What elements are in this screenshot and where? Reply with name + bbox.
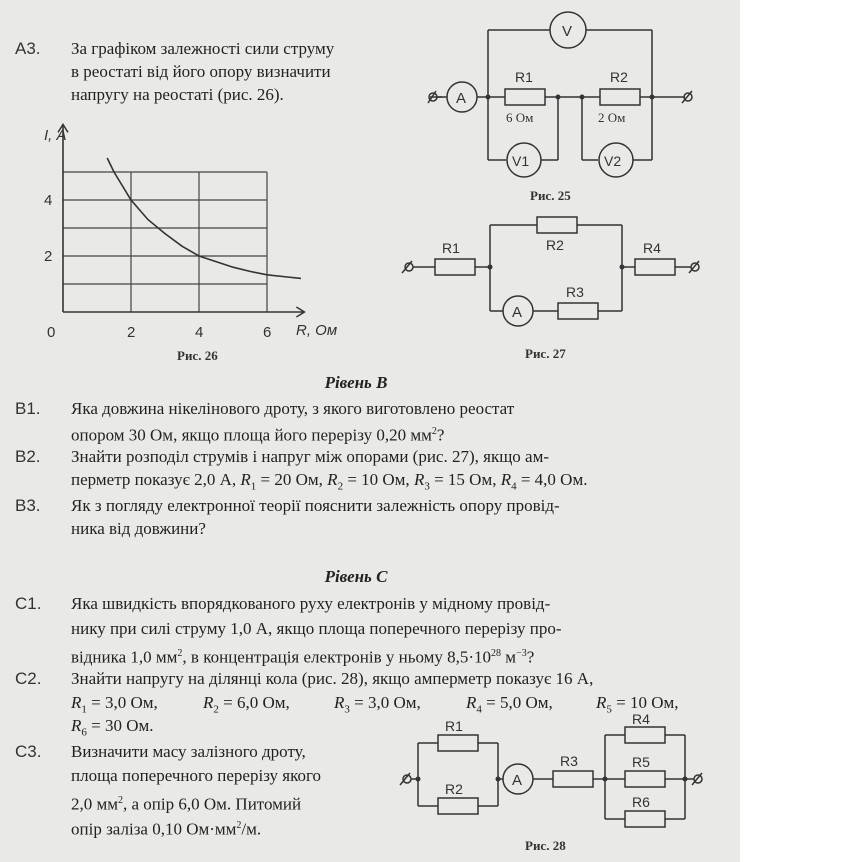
r6-label: R6 (632, 794, 650, 810)
c3-line-3: 2,0 $мм^2$, а опір 6,0 Ом. Питомий (71, 794, 302, 814)
figure-25-caption: Рис. 25 (530, 188, 571, 203)
r1-label: R1 (442, 240, 460, 256)
r1-label: R1 (445, 718, 463, 734)
v2-label: V2 (604, 153, 622, 169)
r1-value: 6 Ом (506, 110, 534, 125)
r2-value: 2 Ом (598, 110, 626, 125)
b1-line-1: Яка довжина нікелінового дроту, з якого виготовлено реостат (71, 399, 515, 418)
problem-number-c3: C3. (15, 742, 42, 761)
problem-number-b3: B3. (15, 496, 41, 515)
level-c-heading: Рівень C (324, 567, 388, 586)
r3-label: R3 (566, 284, 584, 300)
x-tick-label: 4 (195, 324, 204, 341)
figure-25-circuit (420, 10, 730, 190)
a3-line-2: в реостаті від його опору визначити (71, 62, 331, 81)
c2-line-1: Знайти напругу на ділянці кола (рис. 28), якщо амперметр показує 16 А, (71, 669, 594, 688)
c2-r1: $R_1 = 3,0$ Ом, (71, 693, 158, 716)
c3-line-4: опір заліза 0,10 $Ом\cdot мм^2/м$. (71, 819, 262, 839)
y-tick-label: 4 (44, 192, 53, 209)
r2-label: R2 (546, 237, 564, 253)
x-tick-labels (127, 324, 271, 341)
c3-line-2: площа поперечного перерізу якого (71, 766, 322, 785)
r5-label: R5 (632, 754, 650, 770)
b2-line-2: перметр показує 2,0 А, $R_1 = 20$ Ом, $R_2 = 10$ Ом, $R_3 = 15$ Ом, $R_4 = 4,0$ Ом. (71, 470, 588, 493)
figure-27-caption: Рис. 27 (525, 346, 566, 361)
level-b-heading: Рівень B (324, 373, 388, 392)
r1-label: R1 (515, 69, 533, 85)
c2-r2: $R_2 = 6,0$ Ом, (203, 693, 290, 716)
origin-label: 0 (47, 324, 56, 341)
figure-26-graph (0, 118, 340, 341)
c1-line-2: нику при силі струму 1,0 А, якщо площа поперечного перерізу про- (71, 619, 562, 638)
c1-line-1: Яка швидкість впорядкованого руху електронів у мідному провід- (71, 594, 551, 613)
c2-r5: $R_5 = 10$ Ом, (596, 693, 679, 716)
problem-number-c1: C1. (15, 594, 42, 613)
b3-line-2: ника від довжини? (71, 519, 206, 538)
ammeter-label: A (512, 304, 523, 321)
figure-28-caption: Рис. 28 (525, 838, 566, 853)
a3-line-3: напругу на реостаті (рис. 26). (71, 85, 284, 104)
ammeter-label: A (512, 772, 523, 789)
problem-number-c2: C2. (15, 669, 42, 688)
c3-line-1: Визначити масу залізного дроту, (71, 742, 306, 761)
c2-r4: $R_4 = 5,0$ Ом, (466, 693, 553, 716)
chart-grid (63, 172, 267, 312)
r2-label: R2 (445, 781, 463, 797)
c2-r3: $R_3 = 3,0$ Ом, (334, 693, 421, 716)
r2-label: R2 (610, 69, 628, 85)
r4-label: R4 (643, 240, 661, 256)
figure-28-circuit (400, 711, 720, 838)
a3-line-1: За графіком залежності сили струму (71, 39, 335, 58)
y-tick-labels (44, 192, 52, 265)
figure-27-circuit (400, 213, 710, 343)
x-axis-label: R, Ом (296, 322, 338, 339)
b3-line-1: Як з погляду електронної теорії пояснити залежність опору провід- (71, 496, 560, 515)
r3-label: R3 (560, 753, 578, 769)
y-tick-label: 2 (44, 248, 53, 265)
voltmeter-label: V (562, 23, 573, 40)
v1-label: V1 (512, 153, 530, 169)
r4-label: R4 (632, 711, 650, 727)
problem-number-b1: B1. (15, 399, 41, 418)
b2-line-1: Знайти розподіл струмів і напруг між опорами (рис. 27), якщо ам- (71, 447, 550, 466)
y-axis-label: I, А (44, 127, 67, 144)
c2-r6: $R_6 = 30$ Ом. (71, 716, 154, 739)
c1-line-3: відника 1,0 $мм^2$, в концентрація електронів у ньому $8,5\cdot 10^{28}$ $м^{-3}$? (71, 647, 535, 667)
b1-line-2: опором 30 Ом, якщо площа його перерізу 0,20 $мм^2$? (71, 425, 445, 445)
ammeter-label: A (456, 90, 467, 107)
x-tick-label: 6 (263, 324, 272, 341)
problem-number-a3: A3. (15, 39, 41, 58)
figure-26-caption: Рис. 26 (177, 348, 218, 363)
x-tick-label: 2 (127, 324, 136, 341)
problem-number-b2: B2. (15, 447, 41, 466)
chart-series-line (107, 158, 301, 278)
